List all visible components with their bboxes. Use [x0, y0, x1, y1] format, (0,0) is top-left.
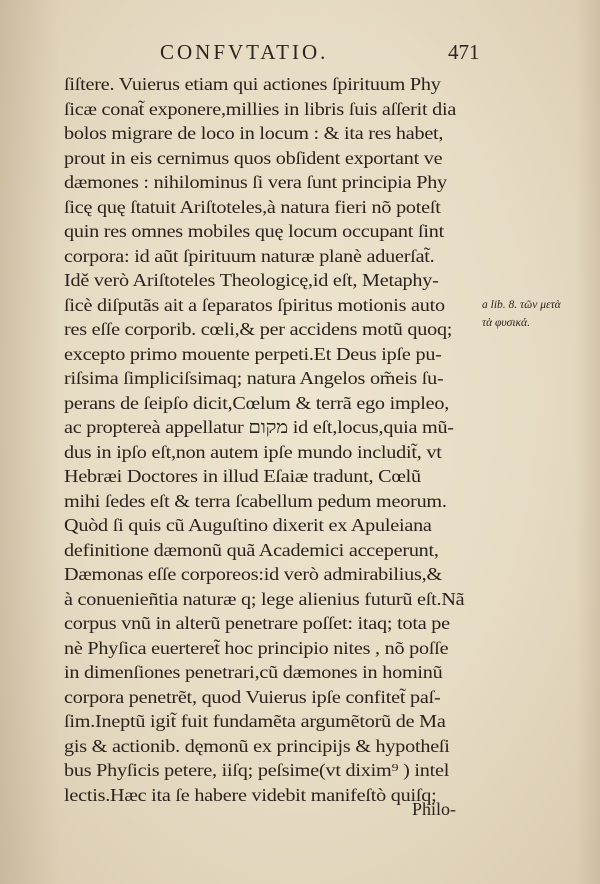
text-line: dæmones : nihilominus ſi vera ſunt principia Phy: [64, 172, 447, 192]
text-line: bus Phyſicis petere, iiſq; peſsime(vt dixim⁹ ) intel: [64, 760, 450, 780]
text-line: res eſſe corporib. cœli,& per accidens motũ quoq;: [64, 319, 453, 339]
running-head: CONFVTATIO.: [160, 40, 329, 64]
text-line: ac proptereà appellatur מקום id eſt,locus,quia mũ-: [64, 417, 454, 437]
text-line: lectis.Hæc ita ſe habere videbit manifeſtò quiſq;: [64, 784, 437, 805]
text-line: corpus vnũ in alterũ penetrare poſſet: itaq; tota pe: [64, 613, 450, 633]
text-line: excepto primo mouente perpeti.Et Deus ipſe pu-: [64, 343, 442, 364]
page-header: [0, 36, 600, 66]
text-line: Idě verò Ariſtoteles Theologicę,id eſt, Metaphy-: [64, 270, 439, 290]
text-line: Hebræi Doctores in illud Eſaiæ tradunt, Cœlũ: [64, 466, 421, 486]
margin-note-line: a lib. 8. τῶν μετὰ: [482, 299, 561, 311]
margin-note-line: τὰ φυσικά.: [482, 317, 530, 329]
page-number: 471: [448, 40, 480, 64]
text-line: dus in ipſo eſt,non autem ipſe mundo includit̃, vt: [64, 441, 442, 462]
text-line: ſicè diſputãs ait a ſeparatos ſpiritus motionis auto: [64, 294, 445, 315]
text-line: bolos migrare de loco in locum : & ita res habet,: [64, 123, 444, 143]
text-line: prout in eis cernimus quos obſident exportant ve: [64, 147, 443, 168]
text-line: riſsima ſimpliciſsimaq; natura Angelos om̃eis ſu-: [64, 368, 444, 388]
body-text: [64, 72, 484, 807]
text-line: definitione dæmonũ quã Academici acceperunt,: [64, 539, 439, 560]
text-line: ſicæ conat̃ exponere,millies in libris ſuis aſſerit dia: [64, 98, 457, 119]
page-edge-shadow-left: [0, 0, 60, 884]
text-line: gis & actionib. dęmonũ ex principijs & hypotheſi: [64, 735, 450, 756]
text-line: ſicę quę ſtatuit Ariſtoteles,à natura fieri nõ poteſt: [64, 196, 441, 217]
text-line: corpora penetrẽt, quod Vuierus ipſe confitet̃ paſ-: [64, 686, 441, 707]
text-line: corpora: id aũt ſpirituum naturæ planè aduerſat̃.: [64, 245, 435, 266]
text-line: perans de ſeipſo dicit,Cœlum & terrã ego impleo,: [64, 392, 450, 413]
text-line: nè Phyſica euerteret̃ hoc principio nites , nõ poſſe: [64, 637, 449, 658]
catchword: Philo-: [412, 799, 457, 819]
text-line: ſim.Ineptũ igit̃ fuit fundamẽta argumẽtorũ de Ma: [64, 711, 446, 731]
text-line: mihi ſedes eſt & terra ſcabellum pedum meorum.: [64, 490, 447, 511]
page-edge-shadow-right: [576, 0, 600, 884]
text-line: quin res omnes mobiles quę locum occupant ſint: [64, 221, 444, 241]
text-line: in dimenſiones penetrari,cũ dæmones in hominũ: [64, 662, 443, 682]
text-line: à conuenieñtia naturæ q; lege alienius futurũ eſt.Nã: [64, 588, 465, 609]
text-line: ſiſtere. Vuierus etiam qui actiones ſpirituum Phy: [64, 74, 441, 94]
text-line: Dæmonas eſſe corporeos:id verò admirabilius,&: [64, 564, 442, 584]
text-line: Quòd ſi quis cũ Auguſtino dixerit ex Apuleiana: [64, 515, 432, 535]
margin-note: [482, 296, 592, 332]
